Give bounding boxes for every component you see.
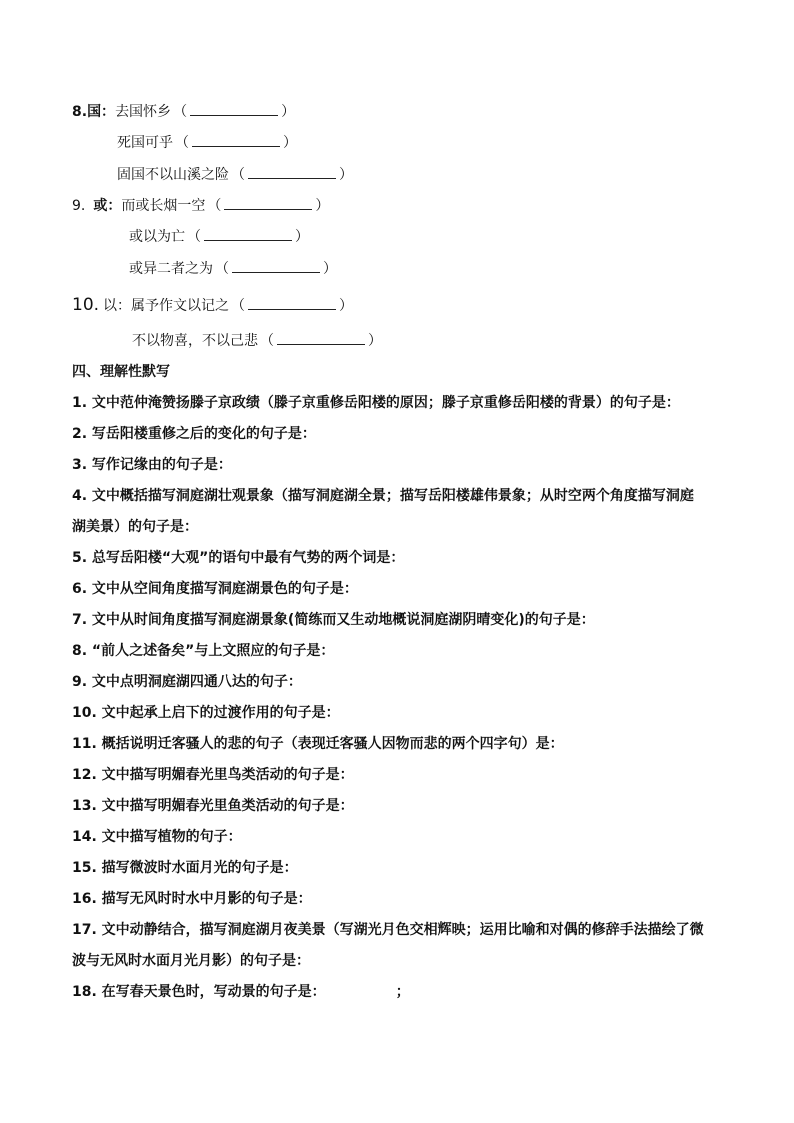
item-number: 10. xyxy=(72,295,100,315)
item-10-row2: 不以物喜，不以己悲 （ ） xyxy=(132,330,384,350)
example-phrase: 死国可乎 xyxy=(117,135,173,151)
example-phrase: 固国不以山溪之险 xyxy=(117,167,229,183)
answer-blank[interactable] xyxy=(232,258,320,273)
item-8-row3: 固国不以山溪之险 （ ） xyxy=(117,164,355,184)
question-16: 16. 描写无风时时水中月影的句子是： xyxy=(72,891,312,907)
answer-blank[interactable] xyxy=(248,164,336,179)
question-6: 6. 文中从空间角度描写洞庭湖景色的句子是： xyxy=(72,581,358,597)
question-13: 13. 文中描写明媚春光里鱼类活动的句子是： xyxy=(72,798,354,814)
question-17: 17. 文中动静结合，描写洞庭湖月夜美景（写湖光月色交相辉映；运用比喻和对偶的修辞手法描绘了微 xyxy=(72,922,704,938)
item-9-row2: 或以为亡 （ ） xyxy=(129,226,311,246)
section-title: 四、理解性默写 xyxy=(72,364,170,380)
item-number: 8. xyxy=(72,104,88,120)
question-10: 10. 文中起承上启下的过渡作用的句子是： xyxy=(72,705,340,721)
question-17-cont: 波与无风时水面月光月影）的句子是： xyxy=(72,953,310,969)
item-9-row1: 9. 或：而或长烟一空 （ ） xyxy=(72,195,331,215)
question-11: 11. 概括说明迁客骚人的悲的句子（表现迁客骚人因物而悲的两个四字句）是： xyxy=(72,736,564,752)
question-9: 9. 文中点明洞庭湖四通八达的句子： xyxy=(72,674,302,690)
question-1: 1. 文中范仲淹赞扬滕子京政绩（滕子京重修岳阳楼的原因；滕子京重修岳阳楼的背景）的句子是： xyxy=(72,395,680,411)
question-4-cont: 湖美景）的句子是： xyxy=(72,519,198,535)
answer-blank[interactable] xyxy=(277,330,365,345)
question-4: 4. 文中概括描写洞庭湖壮观景象（描写洞庭湖全景；描写岳阳楼雄伟景象；从时空两个角度描写洞庭 xyxy=(72,488,694,504)
question-18 xyxy=(72,983,410,1001)
answer-blank[interactable] xyxy=(224,195,312,210)
question-3: 3. 写作记缘由的句子是： xyxy=(72,457,232,473)
question-15: 15. 描写微波时水面月光的句子是： xyxy=(72,860,298,876)
question-18-text: 18. 在写春天景色时，写动景的句子是： xyxy=(72,984,326,1000)
example-phrase: 或异二者之为 xyxy=(129,261,213,277)
answer-blank[interactable] xyxy=(190,101,278,116)
item-8-row1: 8.国：去国怀乡 （ ） xyxy=(72,101,297,121)
example-phrase: 属予作文以记之 xyxy=(131,298,230,314)
example-phrase: 不以物喜，不以己悲 xyxy=(132,333,258,349)
question-7: 7. 文中从时间角度描写洞庭湖景象(简练而又生动地概说洞庭湖阴晴变化)的句子是： xyxy=(72,612,595,628)
item-9-row3: 或异二者之为 （ ） xyxy=(129,258,339,278)
question-18-tail: ； xyxy=(395,984,410,1000)
question-2: 2. 写岳阳楼重修之后的变化的句子是： xyxy=(72,426,316,442)
item-8-row2: 死国可乎 （ ） xyxy=(117,132,299,152)
example-phrase: 或以为亡 xyxy=(129,229,185,245)
question-5: 5. 总写岳阳楼“大观”的语句中最有气势的两个词是： xyxy=(72,550,405,566)
item-headword: 国： xyxy=(87,104,116,120)
example-phrase: 去国怀乡 xyxy=(115,104,172,120)
question-12: 12. 文中描写明媚春光里鸟类活动的句子是： xyxy=(72,767,354,783)
item-number: 9. xyxy=(72,198,86,214)
answer-blank[interactable] xyxy=(192,132,280,147)
answer-blank[interactable] xyxy=(204,226,292,241)
example-phrase: 而或长烟一空 xyxy=(121,198,206,214)
item-headword: 以： xyxy=(103,298,132,314)
item-10-row1: 10. 以：属予作文以记之 （ ） xyxy=(72,295,354,315)
question-14: 14. 文中描写植物的句子： xyxy=(72,829,242,845)
answer-blank[interactable] xyxy=(248,295,336,310)
item-headword: 或： xyxy=(93,198,122,214)
question-8: 8. “前人之述备矣”与上文照应的句子是： xyxy=(72,643,335,659)
